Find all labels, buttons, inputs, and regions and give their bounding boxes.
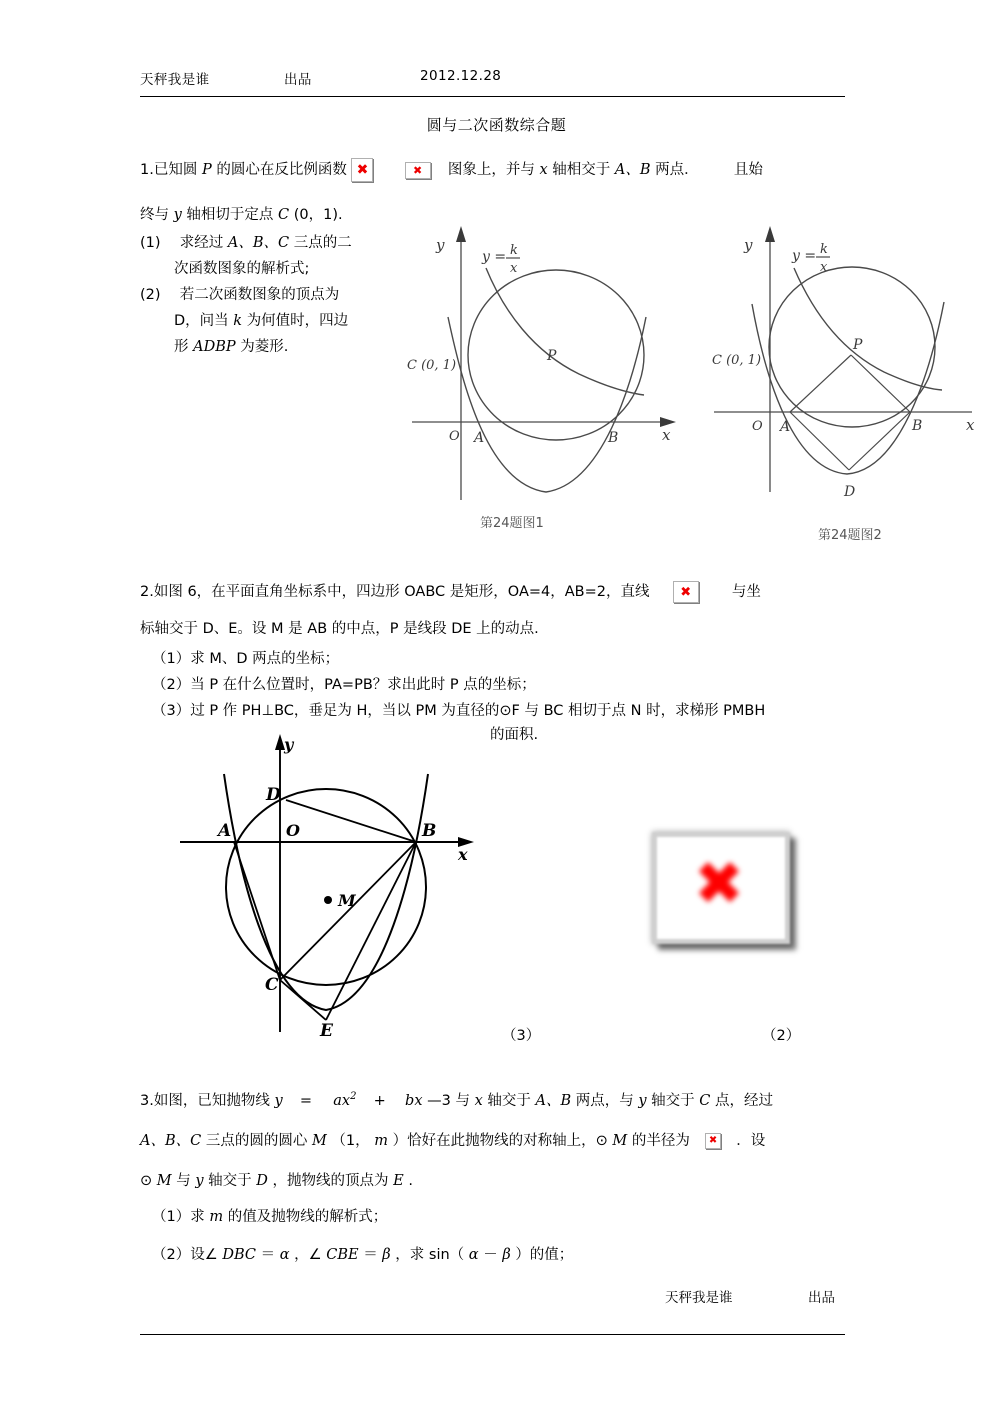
p3-l3-a: ⊙	[140, 1173, 153, 1189]
p3-l1-sup2: 2	[350, 1091, 357, 1102]
fig1-point-P: P	[547, 348, 557, 364]
problem2-line1	[140, 577, 761, 607]
p3-l1-x: x	[474, 1092, 483, 1109]
problem1-line1	[140, 155, 763, 185]
p1-l2-e: (0，1).	[293, 207, 343, 223]
p3-l2-a: A、B、C	[140, 1133, 202, 1149]
problem2-item1: （1）求 M、D 两点的坐标；	[152, 651, 340, 667]
p3-l1-AB: A、B	[535, 1092, 572, 1109]
problem2-caption-left: （3）	[502, 1028, 541, 1044]
p1-i1-l1c: 三点的二	[293, 235, 352, 251]
broken-image-icon	[673, 581, 699, 603]
fig1-x-axis-label: x	[662, 426, 671, 444]
p1-l1-a: 1.已知圆	[140, 162, 198, 178]
fig1-point-B: B	[608, 430, 619, 446]
broken-image-icon	[351, 158, 373, 182]
p3-l2-m: m	[374, 1133, 389, 1149]
problem2-caption-right: （2）	[762, 1028, 801, 1044]
p3-i1-m: m	[209, 1209, 224, 1225]
p3-l3-D: D	[256, 1173, 268, 1189]
problem3-item1	[152, 1202, 387, 1232]
p3-i1-b: 的值及抛物线的解析式；	[227, 1209, 388, 1225]
fig2-point-B: B	[912, 418, 923, 434]
fig2-curve-label-k: k	[820, 242, 828, 257]
p3-l3-E: E	[393, 1173, 404, 1189]
problem3-line2	[140, 1126, 765, 1156]
fig2-point-O: O	[752, 419, 763, 434]
p1-l1-d: 图象上，并与	[447, 162, 535, 178]
p3-i2-a: （2）设∠	[152, 1247, 218, 1263]
p3-i2-beta: β	[382, 1247, 391, 1263]
figure-24-2-caption: 第24题图2	[818, 528, 882, 543]
figure-24-1-caption: 第24题图1	[480, 516, 544, 531]
fig2-point-A: A	[780, 419, 791, 435]
p1-i2-l1: 若二次函数图象的顶点为	[179, 287, 340, 303]
p2-point-A: A	[218, 821, 232, 841]
fig1-point-C: C (0, 1)	[407, 358, 457, 373]
p3-l1-f: 点，经过	[714, 1092, 773, 1109]
p3-i2-alpha: α	[279, 1247, 290, 1263]
problem1-item1-line2: 次函数图象的解析式;	[174, 261, 310, 277]
p2-l1-b: 与坐	[731, 584, 761, 600]
chords-group	[234, 800, 416, 1020]
fig1-curve-label-x: x	[510, 261, 518, 276]
p3-l1-eq: =	[299, 1092, 313, 1109]
page-title: 圆与二次函数综合题	[426, 116, 567, 134]
p2-y-axis-label: y	[284, 735, 294, 754]
p3-l1-yy: y	[638, 1092, 647, 1109]
p1-l2-a: 终与	[140, 207, 169, 223]
p3-l2-b: 三点的圆的圆心	[205, 1133, 308, 1149]
broken-x-icon-large: ✖	[693, 849, 745, 919]
p3-l3-b: 与	[176, 1173, 191, 1189]
p3-l2-M: M	[311, 1133, 327, 1149]
p3-l1-b: 与	[455, 1092, 470, 1109]
p2-l1-a: 2.如图 6，在平面直角坐标系中，四边形 OABC 是矩形，OA=4，AB=2，直线	[140, 584, 650, 600]
broken-x-icon: ✖	[356, 162, 369, 178]
p1-i2-l2b: k	[233, 313, 243, 329]
problem3-line1	[140, 1082, 773, 1116]
fig1-point-O: O	[449, 429, 460, 444]
p1-i2-l2c: 为何值时，四边	[246, 313, 349, 329]
p1-i1-num: (1)	[140, 235, 161, 251]
problem1-line2	[140, 200, 343, 230]
p1-l1-i: 且始	[733, 162, 763, 178]
p3-l1-c: 轴交于	[487, 1092, 531, 1109]
problem2-item3: （3）过 P 作 PH⊥BC，垂足为 H，当以 PM 为直径的⊙F 与 BC 相切于点 N 时，求梯形 PMBH	[152, 703, 766, 719]
p3-i1-a: （1）求	[152, 1209, 205, 1225]
p1-l1-e: x	[539, 162, 548, 178]
parabola-curve	[448, 317, 646, 492]
fig2-x-axis-label: x	[966, 416, 975, 434]
p1-l1-c: 的圆心在反比例函数	[216, 162, 347, 178]
p1-i1-l1a: 求经过	[179, 235, 224, 251]
footer-producer: 出品	[808, 1290, 835, 1306]
p1-l2-c: 轴相切于定点	[186, 207, 274, 223]
p2-point-M: M	[338, 891, 356, 910]
problem3-item2	[152, 1240, 573, 1270]
large-broken-image	[648, 828, 792, 946]
p3-l1-a: 3.如图，已知抛物线	[140, 1092, 270, 1109]
p3-i2-CBE: CBE	[326, 1247, 359, 1263]
p3-l1-e: 轴交于	[651, 1092, 695, 1109]
p3-l3-d: ，抛物线的顶点为	[272, 1173, 389, 1189]
circle-p	[769, 267, 935, 427]
p2-point-D: D	[266, 785, 281, 805]
p1-i2-l3a: 形	[174, 339, 189, 355]
p2-x-axis-label: x	[458, 845, 468, 864]
p1-i2-l2a: D，问当	[174, 313, 229, 329]
p2-point-B: B	[422, 821, 437, 841]
p1-i1-l1b: A、B、C	[227, 235, 290, 251]
fig2-curve-label-x: x	[820, 260, 828, 275]
broken-image-icon	[705, 1133, 721, 1149]
p2-point-C: C	[265, 975, 279, 995]
problem3-line3	[140, 1166, 413, 1196]
header-producer: 出品	[284, 72, 312, 88]
p3-l2-e: 的半径为	[631, 1133, 690, 1149]
p3-l1-ax2: ax	[333, 1092, 351, 1109]
p3-l2-d: ）恰好在此抛物线的对称轴上，⊙	[392, 1133, 608, 1149]
broken-x-icon: ✖	[708, 1135, 718, 1146]
figure-24-1	[404, 222, 679, 512]
p3-i2-g: ）的值；	[515, 1247, 574, 1263]
p3-l3-e: .	[408, 1173, 413, 1189]
fig1-curve-label-y: y =	[482, 249, 507, 265]
problem2-item3-cont: 的面积.	[490, 727, 539, 743]
p3-i2-d: ＝	[363, 1247, 378, 1263]
broken-x-icon: ✖	[680, 584, 692, 600]
circle-m	[226, 789, 426, 985]
p3-l3-y: y	[195, 1173, 204, 1189]
p3-l1-minus3: —3	[427, 1092, 451, 1109]
broken-image-icon	[405, 162, 431, 179]
p1-i2-l3b: ADBP	[193, 339, 236, 355]
problem2-item2: （2）当 P 在什么位置时，PA=PB？求出此时 P 点的坐标；	[152, 677, 536, 693]
footer-author: 天秤我是谁	[665, 1290, 733, 1306]
broken-x-icon: ✖	[413, 163, 423, 177]
p1-l1-b: P	[201, 162, 212, 178]
fig1-curve-label-k: k	[510, 243, 518, 258]
p1-l1-g: A、B	[614, 162, 651, 178]
problem2-line2: 标轴交于 D、E。设 M 是 AB 的中点，P 是线段 DE 上的动点.	[140, 621, 539, 637]
point-m-dot	[324, 896, 332, 904]
p2-point-E: E	[320, 1021, 333, 1041]
p3-i2-f: －	[483, 1247, 498, 1263]
p1-i2-num: (2)	[140, 287, 161, 303]
p3-i2-beta2: β	[502, 1247, 511, 1263]
fig2-y-axis-label: y	[744, 236, 753, 254]
p1-l1-f: 轴相交于	[552, 162, 611, 178]
p3-l1-y: y	[274, 1092, 283, 1109]
p3-l3-M: M	[156, 1173, 172, 1189]
p3-l1-C: C	[699, 1092, 711, 1109]
fig2-point-P: P	[853, 337, 863, 353]
p3-i2-alpha2: α	[468, 1247, 479, 1263]
header-date: 2012.12.28	[420, 68, 502, 84]
fig2-point-D: D	[844, 484, 856, 500]
p1-l2-d: C	[278, 207, 290, 223]
p2-point-O: O	[286, 821, 300, 840]
fig1-y-axis-label: y	[436, 236, 445, 254]
figure-problem2	[168, 732, 488, 1050]
p3-l3-c: 轴交于	[208, 1173, 252, 1189]
p1-l2-b: y	[173, 207, 182, 223]
problem1-item2-line3	[174, 332, 288, 362]
parabola-curve	[224, 774, 428, 1010]
p3-i2-b: ＝	[260, 1247, 276, 1263]
p1-i2-l3c: 为菱形.	[240, 339, 289, 355]
fig2-point-C: C (0, 1)	[712, 353, 762, 368]
p3-i2-e: ，求 sin（	[395, 1247, 465, 1263]
fig2-curve-label-y: y =	[792, 248, 817, 264]
p3-l1-plus: +	[373, 1092, 386, 1109]
p3-l1-bx: bx	[405, 1092, 423, 1109]
y-axis-arrow	[456, 226, 466, 242]
y-axis-arrow	[765, 226, 775, 242]
header-author: 天秤我是谁	[140, 72, 210, 88]
p3-l2-M2: M	[612, 1133, 628, 1149]
p3-i2-DBC: DBC	[222, 1247, 256, 1263]
p3-l2-f: ．设	[736, 1133, 766, 1149]
p1-l1-h: 两点．	[655, 162, 699, 178]
page-footer	[140, 1290, 845, 1335]
p3-i2-c: ，∠	[294, 1247, 322, 1263]
page-header	[140, 66, 845, 97]
hyperbola-curve	[486, 268, 644, 395]
figure-24-2	[694, 222, 979, 522]
p3-l1-d: 两点，与	[575, 1092, 634, 1109]
fig1-point-A: A	[474, 430, 485, 446]
p3-l2-c: （1，	[331, 1133, 370, 1149]
